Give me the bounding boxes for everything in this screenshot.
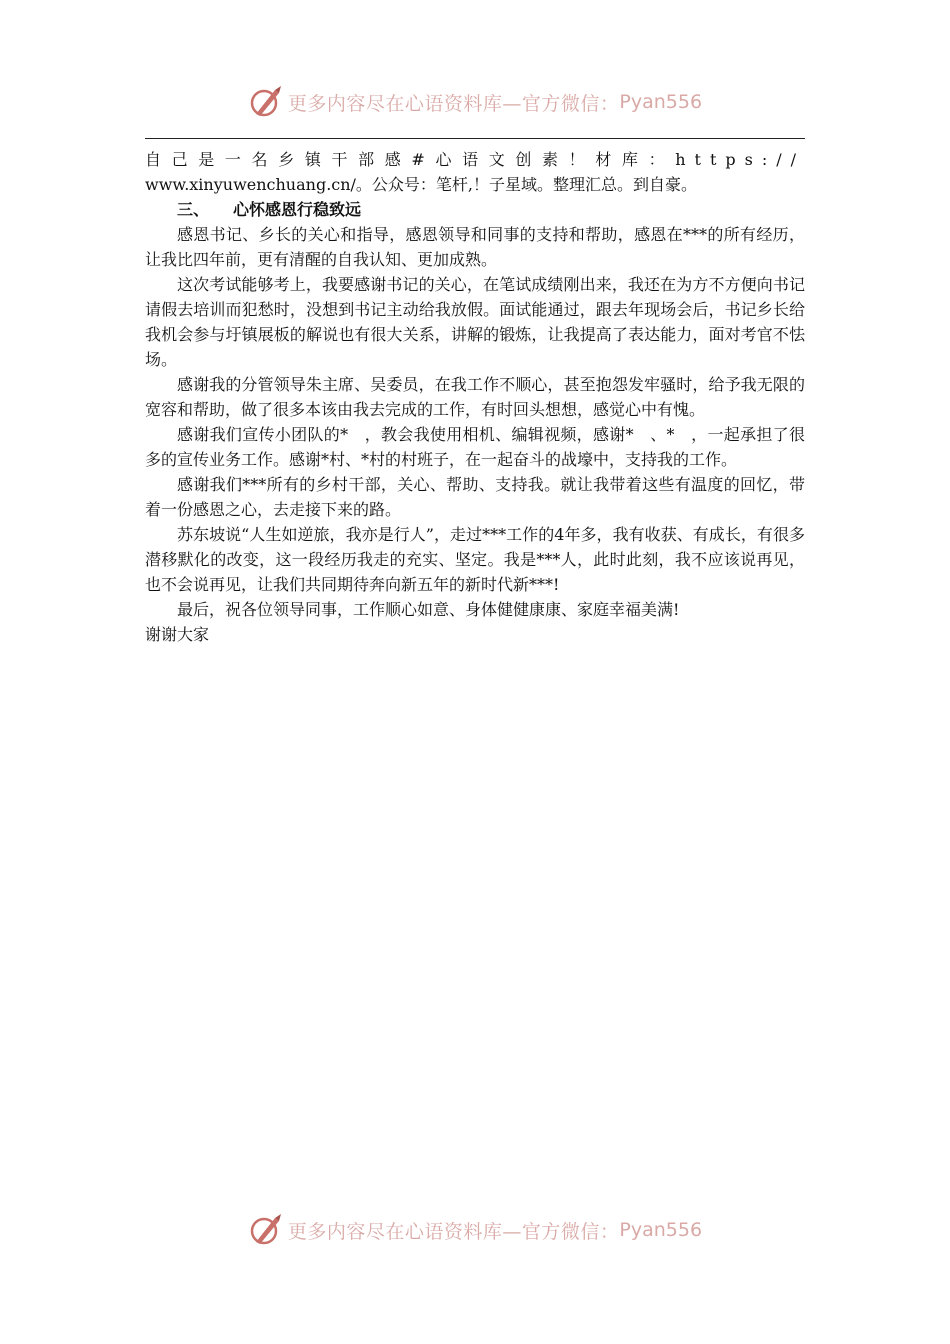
paragraph: 感恩书记、乡长的关心和指导，感恩领导和同事的支持和帮助，感恩在***的所有经历，让我比四年前，更有清醒的自我认知、更加成熟。 [145, 225, 805, 269]
paragraph: 感谢我们宣传小团队的* ，教会我使用相机、编辑视频，感谢* 、* ，一起承担了很多的宣传业务工作。感谢*村、*村的村班子，在一起奋斗的战壕中，支持我的工作。 [145, 425, 805, 469]
body-line-1: 自己是一名乡镇干部感#心语文创素！材库：https:// [145, 150, 805, 169]
banner-wechat-handle: Pyan556 [619, 91, 703, 113]
body-line-2: www.xinyuwenchuang.cn/。公众号：笔杆,！子星域。整理汇总。到自豪。 [145, 175, 698, 194]
section-heading [145, 197, 805, 222]
section-number: 三、 [177, 200, 210, 219]
paragraph: 最后，祝各位领导同事，工作顺心如意、身体健健康康、家庭幸福美满! [177, 600, 680, 619]
paragraph: 苏东坡说“人生如逆旅，我亦是行人”，走过***工作的4年多，我有收获、有成长，有很多潜移默化的改变，这一段经历我走的充实、坚定。我是***人，此时此刻，我不应该说再见，也不会说再见，让我们共同期待奔向新五年的新时代新***! [145, 525, 805, 594]
closing-line: 谢谢大家 [145, 625, 210, 644]
paragraph: 感谢我们***所有的乡村干部，关心、帮助、支持我。就让我带着这些有温度的回忆，带着一份感恩之心，去走接下来的路。 [145, 475, 805, 519]
banner-wechat-handle: Pyan556 [619, 1219, 703, 1241]
paragraph: 感谢我的分管领导朱主席、吴委员，在我工作不顺心，甚至抱怨发牢骚时，给予我无限的宽容和帮助，做了很多本该由我去完成的工作，有时回头想想，感觉心中有愧。 [145, 375, 805, 419]
quill-logo-icon [248, 1212, 284, 1248]
banner-text: 更多内容尽在心语资料库—官方微信： [287, 92, 620, 115]
header-banner [0, 82, 950, 122]
banner-text: 更多内容尽在心语资料库—官方微信： [287, 1220, 620, 1243]
document-body [145, 147, 805, 647]
quill-logo-icon [248, 84, 284, 120]
section-title: 心怀感恩行稳致远 [233, 200, 362, 219]
header-rule [145, 138, 805, 139]
footer-banner [0, 1210, 950, 1250]
paragraph: 这次考试能够考上，我要感谢书记的关心，在笔试成绩刚出来，我还在为方不方便向书记请假去培训而犯愁时，没想到书记主动给我放假。面试能通过，跟去年现场会后，书记乡长给我机会参与圩镇展板的解说也有很大关系，讲解的锻炼，让我提高了表达能力，面对考官不怯场。 [145, 275, 805, 369]
